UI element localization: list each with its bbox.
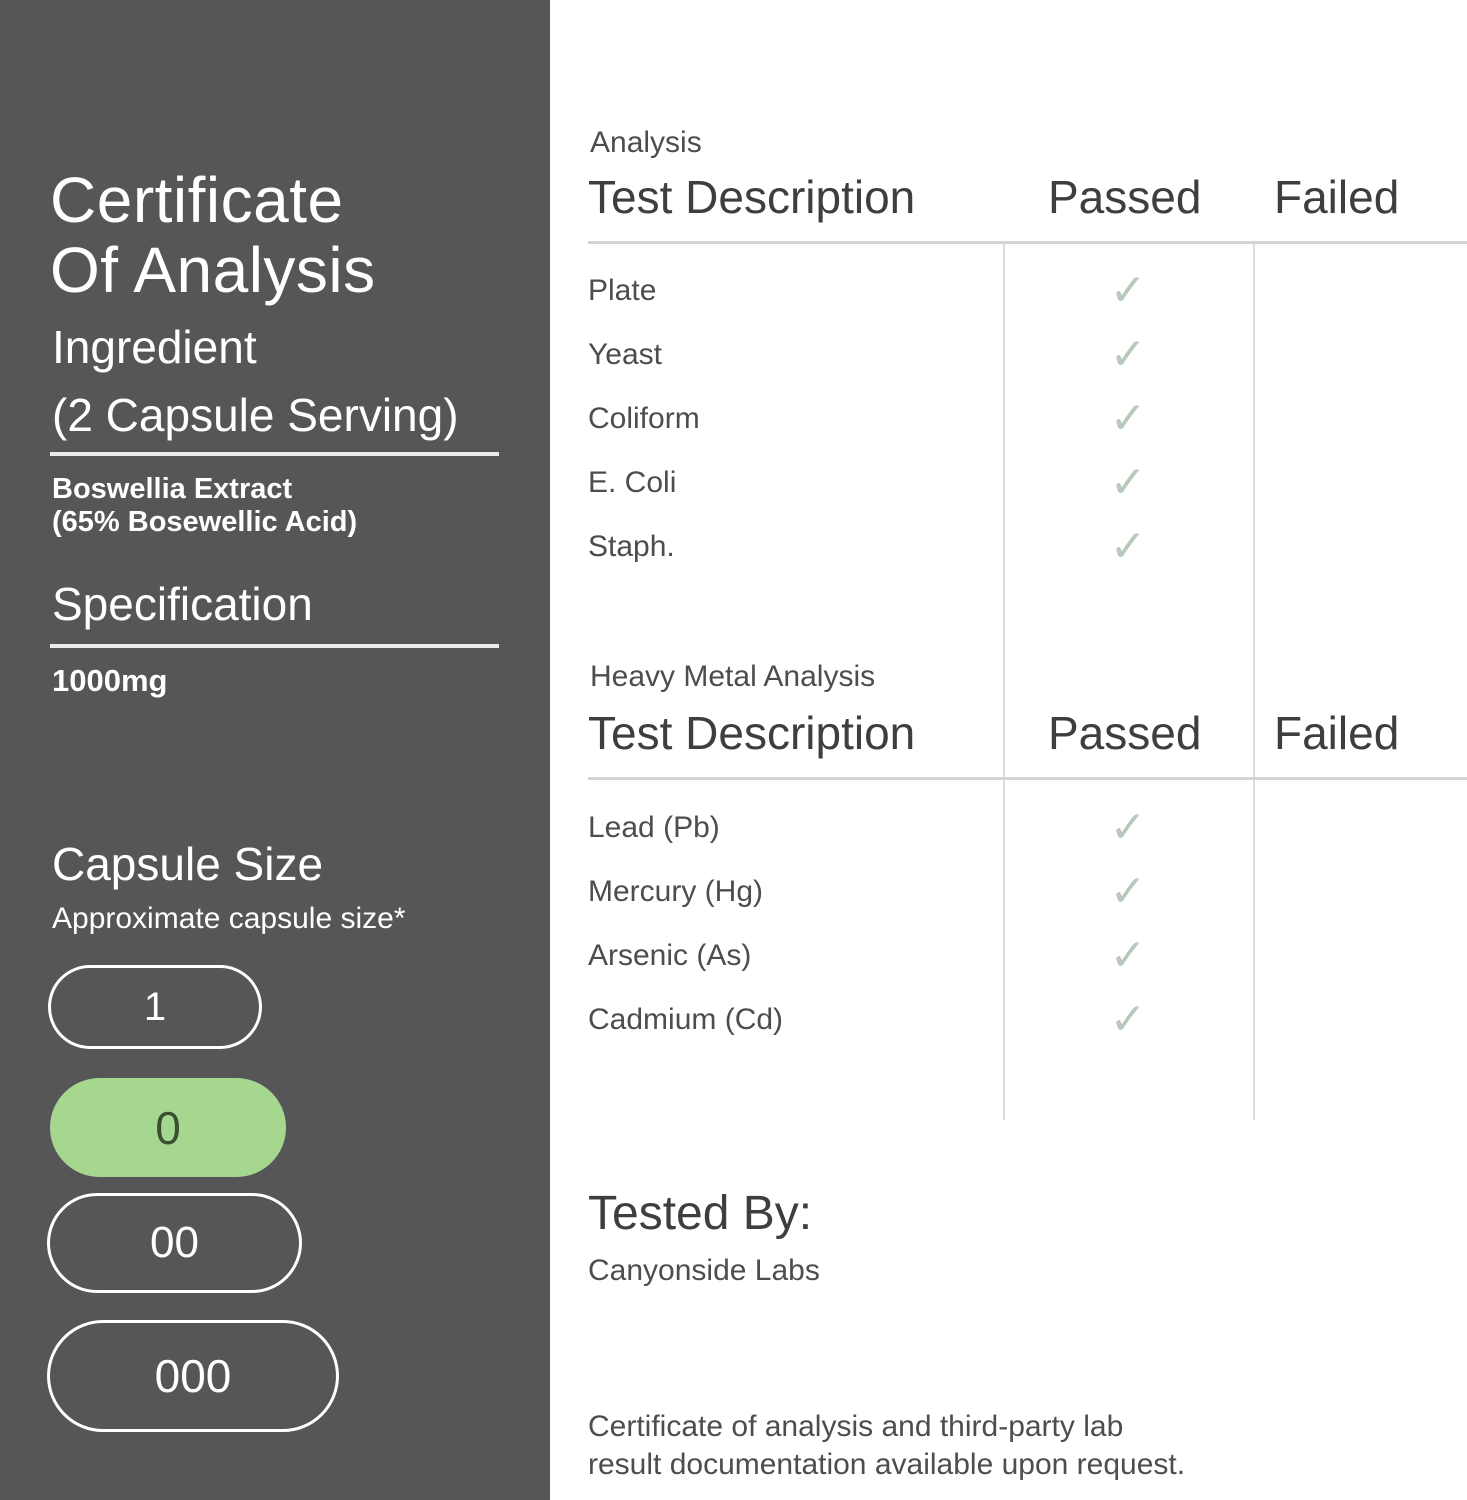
heavy-metal-col-test-description: Test Description: [588, 707, 916, 759]
analysis-section-label: Analysis: [590, 126, 702, 159]
footer-note-line1: Certificate of analysis and third-party lab: [588, 1410, 1124, 1443]
specification-value: 1000mg: [52, 663, 168, 698]
capsule-size-heading: Capsule Size: [52, 838, 324, 890]
capsule-size-option-00-label: 00: [150, 1218, 199, 1267]
capsule-size-option-0-label: 0: [155, 1101, 181, 1154]
failed-cell: [1300, 872, 1380, 912]
page-title-line2: Of Analysis: [50, 233, 376, 306]
analysis-header-rule: [588, 241, 1467, 244]
ingredient-detail: (65% Bosewellic Acid): [52, 506, 358, 538]
test-name: Cadmium (Cd): [588, 1003, 784, 1036]
heavy-metal-header-rule: [588, 777, 1467, 780]
check-icon: ✓: [1109, 522, 1147, 571]
heavy-metal-col-passed: Passed: [1048, 707, 1202, 759]
analysis-col-failed: Failed: [1274, 171, 1400, 223]
page-title: [50, 165, 376, 305]
test-name: Arsenic (As): [588, 939, 752, 972]
failed-cell: [1300, 271, 1380, 311]
failed-cell: [1300, 808, 1380, 848]
check-icon: ✓: [1109, 266, 1147, 315]
check-icon: ✓: [1109, 330, 1147, 379]
ingredient-value: [52, 473, 357, 539]
column-divider-passed: [1003, 244, 1005, 1120]
check-icon: ✓: [1109, 867, 1147, 916]
specification-divider: [50, 644, 499, 648]
heavy-metal-col-failed: Failed: [1274, 707, 1400, 759]
sidebar: [0, 0, 550, 1500]
failed-cell: [1300, 463, 1380, 503]
specification-heading: Specification: [52, 578, 313, 630]
capsule-size-option-00: [47, 1193, 302, 1293]
capsule-size-option-0-selected: [50, 1078, 286, 1177]
capsule-size-option-000: [47, 1320, 339, 1432]
heavy-metal-section-label: Heavy Metal Analysis: [590, 660, 876, 693]
check-icon: ✓: [1109, 995, 1147, 1044]
tested-by-heading: Tested By:: [588, 1187, 813, 1240]
check-icon: ✓: [1109, 458, 1147, 507]
ingredient-subheading: (2 Capsule Serving): [52, 389, 459, 441]
test-name: Mercury (Hg): [588, 875, 764, 908]
failed-cell: [1300, 527, 1380, 567]
check-icon: ✓: [1109, 394, 1147, 443]
test-name: Plate: [588, 274, 657, 307]
analysis-col-passed: Passed: [1048, 171, 1202, 223]
test-name: E. Coli: [588, 466, 677, 499]
test-name: Staph.: [588, 530, 675, 563]
failed-cell: [1300, 335, 1380, 375]
ingredient-name: Boswellia Extract: [52, 473, 293, 505]
ingredient-heading: Ingredient: [52, 321, 257, 373]
failed-cell: [1300, 936, 1380, 976]
test-name: Yeast: [588, 338, 662, 371]
check-icon: ✓: [1109, 931, 1147, 980]
page-title-line1: Certificate: [50, 163, 344, 236]
footer-note-line2: result documentation available upon request.: [588, 1448, 1186, 1481]
column-divider-failed: [1253, 244, 1255, 1120]
test-name: Coliform: [588, 402, 700, 435]
tested-by-value: Canyonside Labs: [588, 1254, 820, 1287]
analysis-col-test-description: Test Description: [588, 171, 916, 223]
capsule-size-option-1: [48, 965, 262, 1049]
capsule-size-note: Approximate capsule size*: [52, 902, 406, 935]
footer-note: [588, 1408, 1185, 1484]
check-icon: ✓: [1109, 803, 1147, 852]
capsule-size-option-000-label: 000: [154, 1350, 232, 1402]
failed-cell: [1300, 1000, 1380, 1040]
failed-cell: [1300, 399, 1380, 439]
ingredient-divider: [50, 452, 499, 456]
capsule-size-option-1-label: 1: [143, 984, 167, 1029]
test-name: Lead (Pb): [588, 811, 720, 844]
